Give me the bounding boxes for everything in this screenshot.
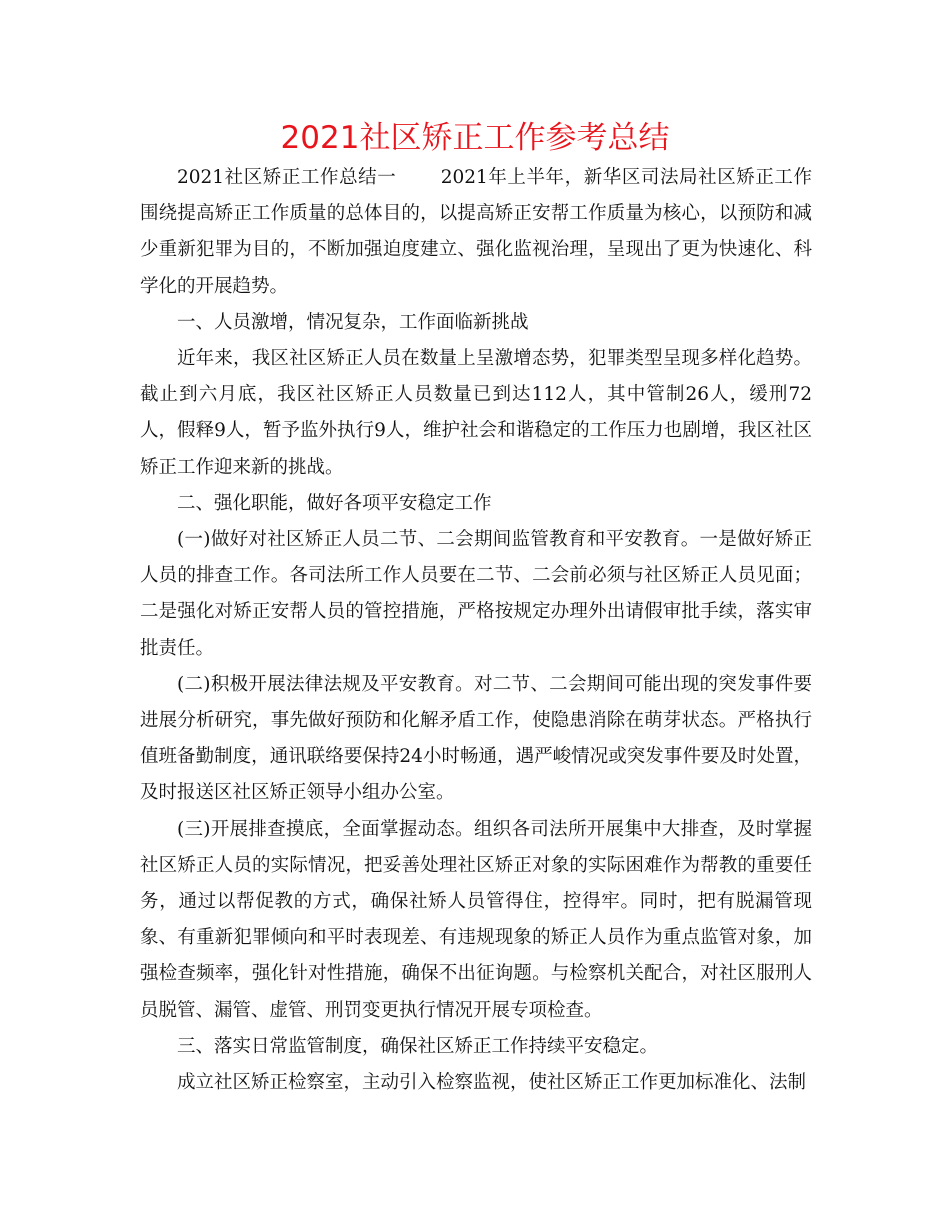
document-title: 2021社区矫正工作参考总结 [280, 120, 670, 156]
paragraph: (二)积极开展法律法规及平安教育。对二节、二会期间可能出现的突发事件要进展分析研究，事先做好预防和化解矛盾工作，使隐患消除在萌芽状态。严格执行值班备勤制度，通讯联络要保持24小时畅通，遇严峻情况或突发事件要及时处置，及时报送区社区矫正领导小组办公室。 [140, 673, 812, 804]
section-heading: 二、强化职能，做好各项平安稳定工作 [177, 492, 492, 514]
section-heading: 一、人员激增，情况复杂，工作面临新挑战 [177, 311, 529, 333]
paragraph: 近年来，我区社区矫正人员在数量上呈激增态势，犯罪类型呈现多样化趋势。截止到六月底，我区社区矫正人员数量已到达112人，其中管制26人，缓刑72人，假释9人，暂予监外执行9人，维护社会和谐稳定的工作压力也剧增，我区社区矫正工作迎来新的挑战。 [140, 348, 812, 478]
section-heading: 三、落实日常监管制度，确保社区矫正工作持续平安稳定。 [177, 1035, 659, 1057]
document-body [140, 160, 812, 1101]
paragraph: (三)开展排查摸底，全面掌握动态。组织各司法所开展集中大排查，及时掌握社区矫正人员的实际情况，把妥善处理社区矫正对象的实际困难作为帮教的重要任务，通过以帮促教的方式，确保社矫人员管得住，控得牢。同时，把有脱漏管现象、有重新犯罪倾向和平时表现差、有违规现象的矫正人员作为重点监管对象，加强检查频率，强化针对性措施，确保不出征询题。与检察机关配合，对社区服刑人员脱管、漏管、虚管、刑罚变更执行情况开展专项检查。 [140, 818, 812, 1021]
paragraph [140, 160, 812, 305]
paragraph-text: 2021年上半年，新华区司法局社区矫正工作围绕提高矫正工作质量的总体目的，以提高矫正安帮工作质量为核心，以预防和减少重新犯罪为目的，不断加强迫度建立、强化监视治理，呈现出了更为快速化、科学化的开展趋势。 [140, 167, 812, 297]
intro-label: 2021社区矫正工作总结一 [177, 167, 397, 188]
paragraph: (一)做好对社区矫正人员二节、二会期间监管教育和平安教育。一是做好矫正人员的排查工作。各司法所工作人员要在二节、二会前必须与社区矫正人员见面；二是强化对矫正安帮人员的管控措施，严格按规定办理外出请假审批手续，落实审批责任。 [140, 529, 812, 659]
paragraph: 成立社区矫正检察室，主动引入检察监视，使社区矫正工作更加标准化、法制 [177, 1072, 807, 1094]
